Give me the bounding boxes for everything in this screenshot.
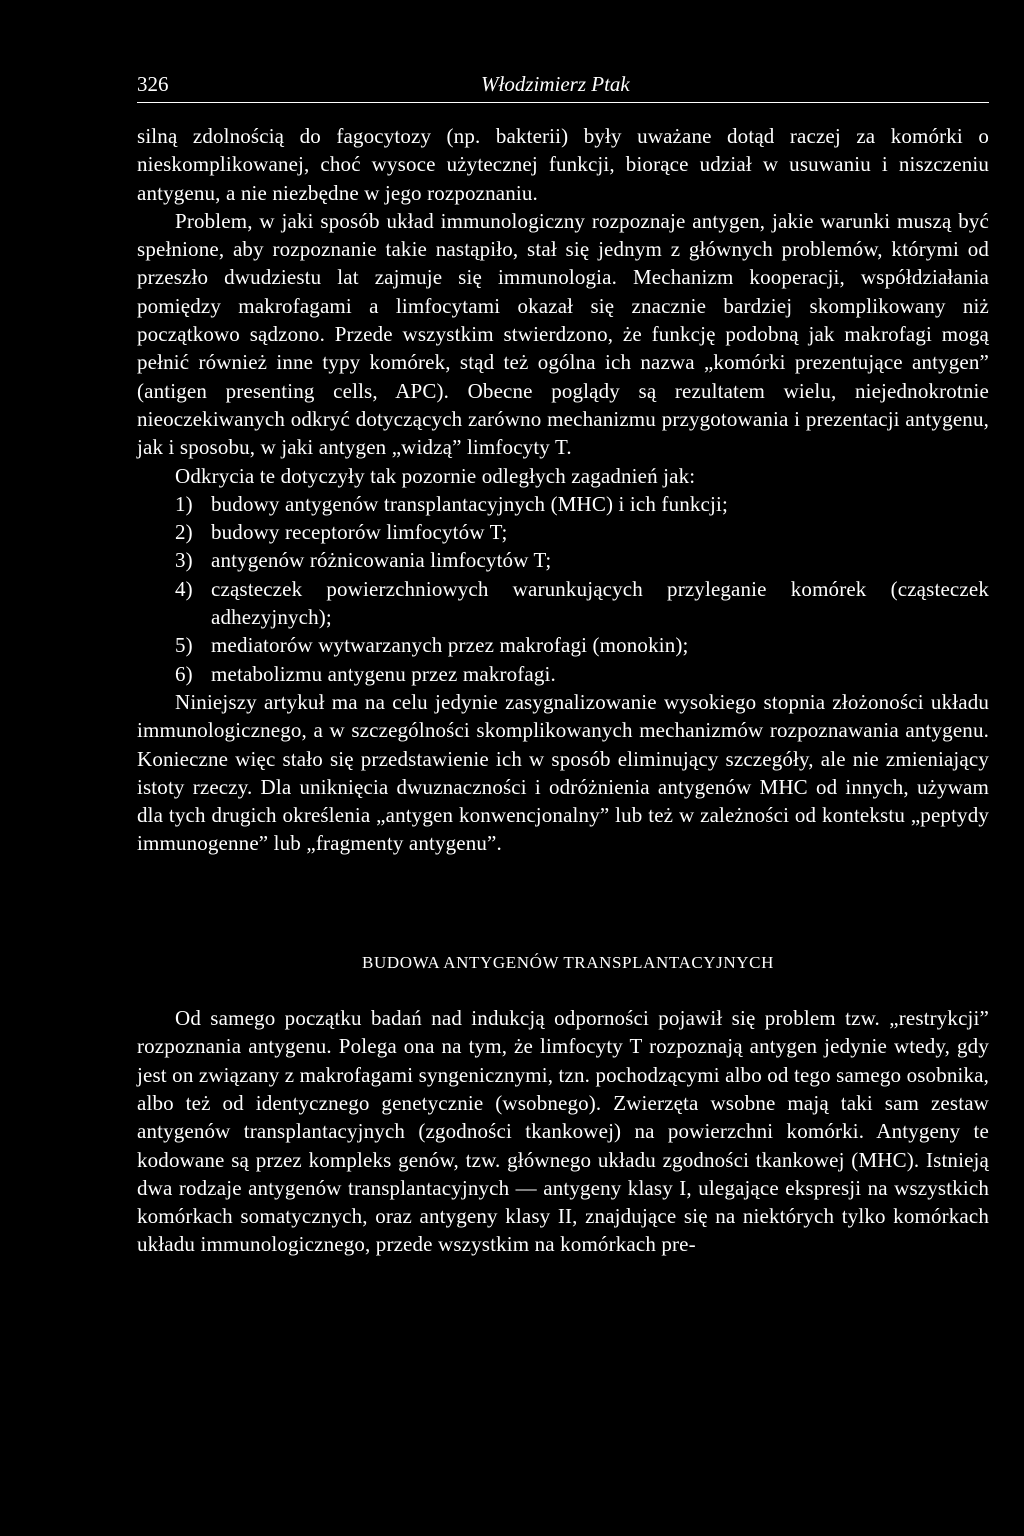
list-item	[137, 518, 989, 546]
list-item-number: 4)	[175, 576, 193, 601]
list-item-number: 5)	[175, 633, 193, 658]
list-item	[137, 660, 989, 688]
list-item-text: budowy antygenów transplantacyjnych (MHC) i ich funkcji;	[211, 491, 728, 516]
list-item	[137, 546, 989, 574]
paragraph-discoveries-intro: Odkrycia te dotyczyły tak pozornie odległych zagadnień jak:	[175, 463, 696, 488]
book-page	[137, 62, 989, 1259]
body-text	[137, 122, 989, 1259]
list-item	[137, 490, 989, 518]
list-item-text: antygenów różnicowania limfocytów T;	[211, 548, 552, 573]
discoveries-list	[137, 490, 989, 688]
list-item-text: budowy receptorów limfocytów T;	[211, 520, 508, 545]
section-heading: BUDOWA ANTYGENÓW TRANSPLANTACYJNYCH	[362, 952, 774, 972]
list-item-text: cząsteczek powierzchniowych warunkujących przyleganie komórek (cząsteczek adhezyjnych);	[211, 576, 989, 630]
list-item-text: mediatorów wytwarzanych przez makrofagi (monokin);	[211, 633, 689, 658]
list-item	[137, 631, 989, 659]
list-item-number: 2)	[175, 520, 193, 545]
paragraph-problem: Problem, w jaki sposób układ immunologiczny rozpoznaje antygen, jakie warunki muszą być spełnione, aby rozpoznanie takie nastąpiło, stał się jednym z głównych problemów, którymi od przeszło dwudziestu lat zajmuje się immunologia. Mechanizm kooperacji, współdziałania pomiędzy makrofagami a limfocytami okazał się znacznie bardziej skomplikowany niż początkowo sądzono. Przede wszystkim stwierdzono, że funkcję podobną jak makrofagi mogą pełnić również inne typy komórek, stąd też ogólna ich nazwa „komórki prezentujące antygen” (antigen presenting cells, APC). Obecne poglądy są rezultatem wielu, niejednokrotnie nieoczekiwanych odkryć dotyczących zarówno mechanizmu przygotowania i prezentacji antygenu, jak i sposobu, w jaki antygen „widzą” limfocyty T.	[137, 208, 989, 460]
list-item-number: 3)	[175, 548, 193, 573]
running-head-author: Włodzimierz Ptak	[481, 72, 630, 96]
paragraph-article-aim: Niniejszy artykuł ma na celu jedynie zasygnalizowanie wysokiego stopnia złożoności układu immunologicznego, a w szczególności skomplikowanych mechanizmów rozpoznawania antygenu. Konieczne więc stało się przedstawienie ich w sposób eliminujący szczegóły, ale nie zmieniający istoty rzeczy. Dla uniknięcia dwuznaczności i odróżnienia antygenów MHC od innych, używam dla tych drugich określenia „antygen konwencjonalny” lub też w zależności od kontekstu „peptydy immunogenne” lub „fragmenty antygenu”.	[137, 689, 989, 856]
paragraph-continuation: silną zdolnością do fagocytozy (np. bakterii) były uważane dotąd raczej za komórki o nieskomplikowanej, choć wysoce użytecznej funkcji, biorące udział w usuwaniu i niszczeniu antygenu, a nie niezbędne w jego rozpoznaniu.	[137, 124, 989, 205]
list-item-number: 6)	[175, 661, 193, 686]
list-item-number: 1)	[175, 491, 193, 516]
running-head	[137, 62, 989, 103]
list-item	[137, 575, 989, 632]
list-item-text: metabolizmu antygenu przez makrofagi.	[211, 661, 556, 686]
paragraph-restriction: Od samego początku badań nad indukcją odporności pojawił się problem tzw. „restrykcji” rozpoznania antygenu. Polega ona na tym, że limfocyty T rozpoznają antygen jedynie wtedy, gdy jest on związany z makrofagami syngenicznymi, tzn. pochodzącymi albo od tego samego osobnika, albo też od identycznego genetycznie (wsobnego). Zwierzęta wsobne mają taki sam zestaw antygenów transplantacyjnych (zgodności tkankowej) na powierzchni komórki. Antygeny te kodowane są przez kompleks genów, tzw. głównego układu zgodności tkankowej (MHC). Istnieją dwa rodzaje antygenów transplantacyjnych — antygeny klasy I, ulegające ekspresji na wszystkich komórkach somatycznych, oraz antygeny klasy II, znajdujące się na niektórych tylko komórkach układu immunologicznego, przede wszystkim na komórkach pre-	[137, 1006, 989, 1257]
page-number: 326	[137, 72, 169, 96]
